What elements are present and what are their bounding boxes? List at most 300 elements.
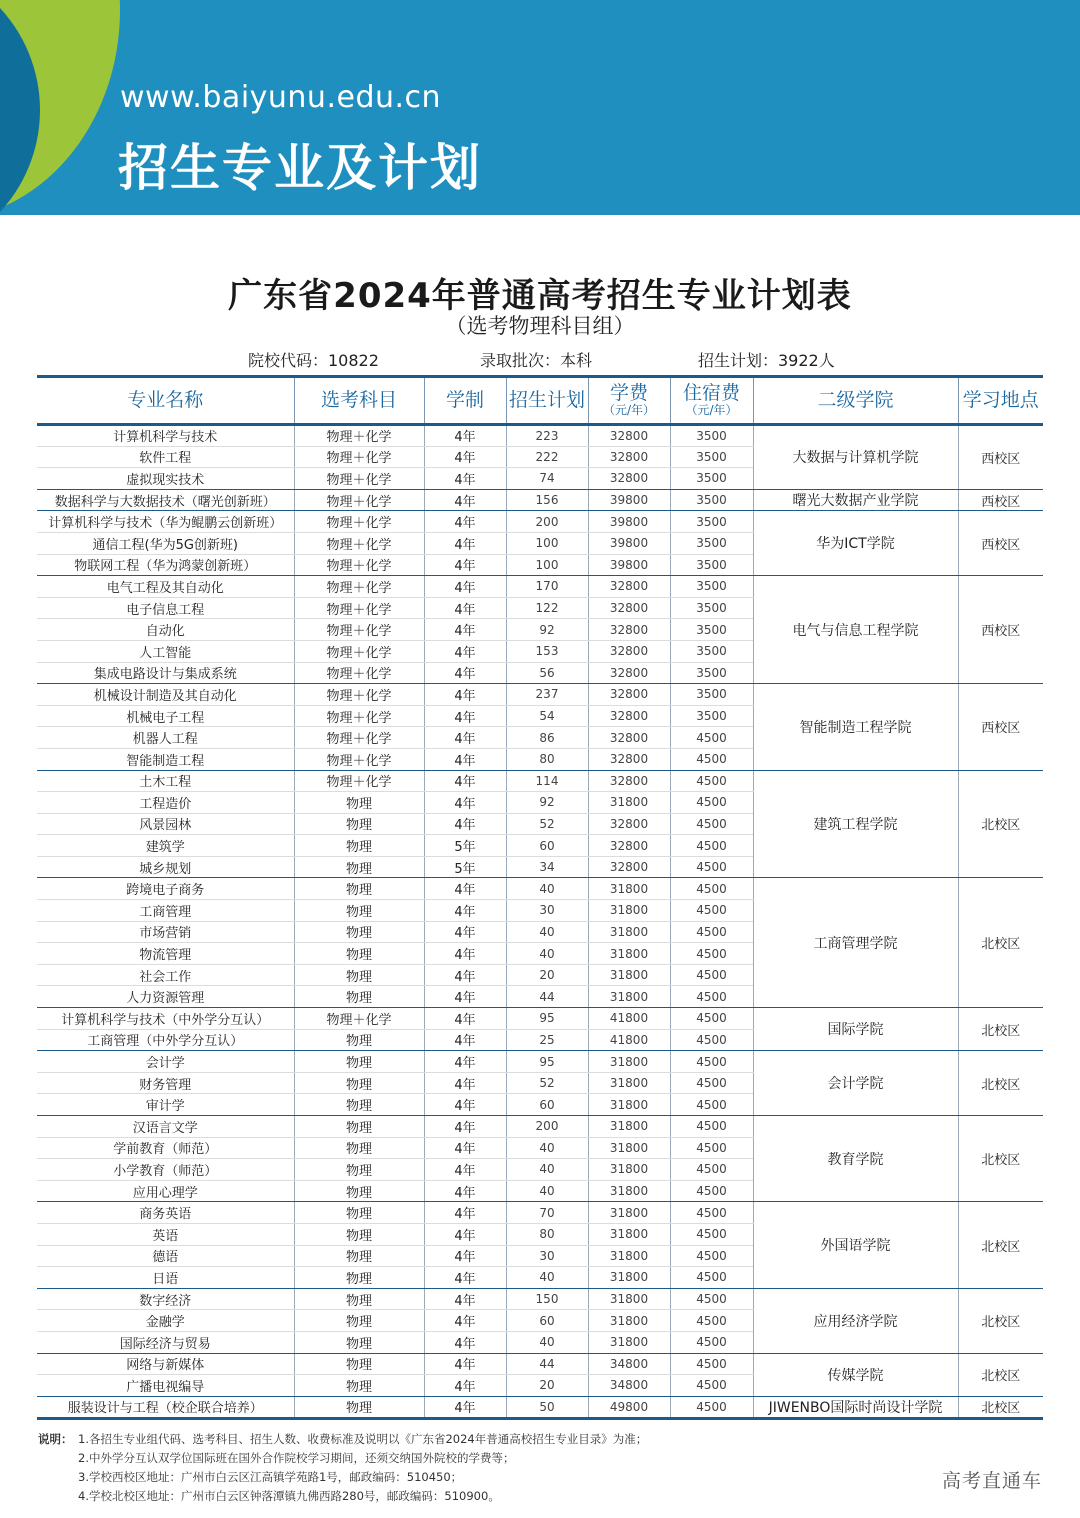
tuition-cell: 32800 xyxy=(588,425,670,447)
quota-cell: 60 xyxy=(506,1310,588,1332)
subjects-cell: 物理 xyxy=(294,1094,424,1116)
quota-cell: 30 xyxy=(506,900,588,922)
duration-cell: 4年 xyxy=(424,576,506,598)
table-row xyxy=(37,489,1043,511)
duration-cell: 4年 xyxy=(424,1008,506,1030)
table-row xyxy=(37,1008,1043,1030)
table-row xyxy=(37,1353,1043,1375)
subjects-cell: 物理＋化学 xyxy=(294,468,424,490)
dorm-cell: 4500 xyxy=(670,1116,753,1138)
dorm-cell: 4500 xyxy=(670,1396,753,1418)
dorm-cell: 3500 xyxy=(670,662,753,684)
dorm-cell: 4500 xyxy=(670,1288,753,1310)
quota-cell: 40 xyxy=(506,1267,588,1289)
subjects-cell: 物理 xyxy=(294,964,424,986)
tuition-cell: 32800 xyxy=(588,597,670,619)
tuition-cell: 32800 xyxy=(588,770,670,792)
table-row xyxy=(37,576,1043,598)
quota-cell: 223 xyxy=(506,425,588,447)
major-cell: 商务英语 xyxy=(37,1202,294,1224)
tuition-cell: 31800 xyxy=(588,1245,670,1267)
subjects-cell: 物理 xyxy=(294,1331,424,1353)
tuition-cell: 39800 xyxy=(588,532,670,554)
table-header-row xyxy=(37,377,1043,425)
header-major: 专业名称 xyxy=(37,377,294,425)
location-cell: 北校区 xyxy=(958,1008,1043,1051)
subjects-cell: 物理 xyxy=(294,813,424,835)
table-row xyxy=(37,684,1043,706)
tuition-cell: 32800 xyxy=(588,748,670,770)
college-cell: 应用经济学院 xyxy=(753,1288,958,1353)
tuition-cell: 32800 xyxy=(588,705,670,727)
duration-cell: 4年 xyxy=(424,748,506,770)
tuition-cell: 31800 xyxy=(588,1072,670,1094)
tuition-cell: 31800 xyxy=(588,921,670,943)
quota-cell: 80 xyxy=(506,748,588,770)
tuition-cell: 32800 xyxy=(588,727,670,749)
duration-cell: 4年 xyxy=(424,1180,506,1202)
quota-cell: 52 xyxy=(506,813,588,835)
major-cell: 软件工程 xyxy=(37,446,294,468)
subjects-cell: 物理 xyxy=(294,792,424,814)
major-cell: 审计学 xyxy=(37,1094,294,1116)
duration-cell: 4年 xyxy=(424,1116,506,1138)
quota-cell: 92 xyxy=(506,619,588,641)
college-cell: 国际学院 xyxy=(753,1008,958,1051)
dorm-cell: 4500 xyxy=(670,1029,753,1051)
tuition-cell: 41800 xyxy=(588,1008,670,1030)
site-url[interactable]: www.baiyunu.edu.cn xyxy=(120,80,442,115)
duration-cell: 4年 xyxy=(424,1202,506,1224)
duration-cell: 4年 xyxy=(424,597,506,619)
duration-cell: 4年 xyxy=(424,921,506,943)
major-cell: 风景园林 xyxy=(37,813,294,835)
dorm-cell: 4500 xyxy=(670,1267,753,1289)
quota-cell: 25 xyxy=(506,1029,588,1051)
major-cell: 电气工程及其自动化 xyxy=(37,576,294,598)
major-cell: 电子信息工程 xyxy=(37,597,294,619)
location-cell: 北校区 xyxy=(958,1396,1043,1418)
dorm-cell: 4500 xyxy=(670,900,753,922)
duration-cell: 4年 xyxy=(424,1094,506,1116)
college-cell: 智能制造工程学院 xyxy=(753,684,958,770)
duration-cell: 4年 xyxy=(424,1223,506,1245)
enrollment-plan-table xyxy=(37,375,1043,1420)
duration-cell: 4年 xyxy=(424,964,506,986)
dorm-cell: 3500 xyxy=(670,597,753,619)
subjects-cell: 物理＋化学 xyxy=(294,425,424,447)
tuition-cell: 32800 xyxy=(588,684,670,706)
dorm-cell: 4500 xyxy=(670,1094,753,1116)
major-cell: 学前教育（师范） xyxy=(37,1137,294,1159)
dorm-cell: 4500 xyxy=(670,835,753,857)
quota-cell: 30 xyxy=(506,1245,588,1267)
table-row xyxy=(37,878,1043,900)
college-cell: 工商管理学院 xyxy=(753,878,958,1008)
duration-cell: 4年 xyxy=(424,446,506,468)
location-cell: 北校区 xyxy=(958,770,1043,878)
dorm-cell: 4500 xyxy=(670,1375,753,1397)
school-code: 院校代码：10822 xyxy=(248,351,379,370)
major-cell: 广播电视编导 xyxy=(37,1375,294,1397)
dorm-cell: 4500 xyxy=(670,792,753,814)
tuition-cell: 49800 xyxy=(588,1396,670,1418)
subjects-cell: 物理 xyxy=(294,1159,424,1181)
subjects-cell: 物理 xyxy=(294,1202,424,1224)
major-cell: 网络与新媒体 xyxy=(37,1353,294,1375)
header-dorm-label: 住宿费 xyxy=(682,382,740,405)
college-cell: 建筑工程学院 xyxy=(753,770,958,878)
college-cell: 会计学院 xyxy=(753,1051,958,1116)
tuition-cell: 31800 xyxy=(588,1223,670,1245)
dorm-cell: 3500 xyxy=(670,425,753,447)
dorm-cell: 4500 xyxy=(670,856,753,878)
note-item: 2.中外学分互认双学位国际班在国外合作院校学习期间，还须交纳国外院校的学费等； xyxy=(78,1451,515,1465)
subjects-cell: 物理 xyxy=(294,921,424,943)
college-cell: JIWENBO国际时尚设计学院 xyxy=(753,1396,958,1418)
notes-label: 说明： xyxy=(38,1432,73,1446)
location-cell: 北校区 xyxy=(958,878,1043,1008)
tuition-cell: 31800 xyxy=(588,1116,670,1138)
banner-title: 招生专业及计划 xyxy=(118,139,482,197)
header-dorm-unit: （元/年） xyxy=(685,403,738,418)
major-cell: 智能制造工程 xyxy=(37,748,294,770)
quota-cell: 44 xyxy=(506,986,588,1008)
note-item: 4.学校北校区地址：广州市白云区钟落潭镇九佛西路280号，邮政编码：510900。 xyxy=(78,1489,500,1503)
subjects-cell: 物理 xyxy=(294,1116,424,1138)
note-item: 1.各招生专业组代码、选考科目、招生人数、收费标准及说明以《广东省2024年普通高校招生专业目录》为准； xyxy=(78,1432,648,1446)
quota-cell: 60 xyxy=(506,835,588,857)
tuition-cell: 39800 xyxy=(588,511,670,533)
major-cell: 社会工作 xyxy=(37,964,294,986)
plan-total: 招生计划：3922人 xyxy=(698,351,835,370)
quota-cell: 200 xyxy=(506,511,588,533)
quota-cell: 95 xyxy=(506,1051,588,1073)
subjects-cell: 物理 xyxy=(294,900,424,922)
quota-cell: 60 xyxy=(506,1094,588,1116)
location-cell: 西校区 xyxy=(958,576,1043,684)
dorm-cell: 4500 xyxy=(670,1051,753,1073)
quota-cell: 95 xyxy=(506,1008,588,1030)
dorm-cell: 4500 xyxy=(670,1180,753,1202)
subjects-cell: 物理＋化学 xyxy=(294,597,424,619)
duration-cell: 4年 xyxy=(424,727,506,749)
subjects-cell: 物理＋化学 xyxy=(294,727,424,749)
duration-cell: 4年 xyxy=(424,1288,506,1310)
dorm-cell: 3500 xyxy=(670,684,753,706)
header-subjects: 选考科目 xyxy=(294,377,424,425)
quota-cell: 70 xyxy=(506,1202,588,1224)
major-cell: 汉语言文学 xyxy=(37,1116,294,1138)
major-cell: 机器人工程 xyxy=(37,727,294,749)
dorm-cell: 4500 xyxy=(670,921,753,943)
quota-cell: 80 xyxy=(506,1223,588,1245)
duration-cell: 5年 xyxy=(424,835,506,857)
location-cell: 西校区 xyxy=(958,684,1043,770)
table-row xyxy=(37,1288,1043,1310)
duration-cell: 4年 xyxy=(424,425,506,447)
quota-cell: 170 xyxy=(506,576,588,598)
subjects-cell: 物理 xyxy=(294,835,424,857)
tuition-cell: 31800 xyxy=(588,986,670,1008)
dorm-cell: 4500 xyxy=(670,1223,753,1245)
subjects-cell: 物理＋化学 xyxy=(294,576,424,598)
dorm-cell: 4500 xyxy=(670,1353,753,1375)
header-duration: 学制 xyxy=(424,377,506,425)
major-cell: 日语 xyxy=(37,1267,294,1289)
subjects-cell: 物理＋化学 xyxy=(294,446,424,468)
dorm-cell: 4500 xyxy=(670,813,753,835)
dorm-cell: 3500 xyxy=(670,532,753,554)
major-cell: 工商管理 xyxy=(37,900,294,922)
subjects-cell: 物理＋化学 xyxy=(294,1008,424,1030)
tuition-cell: 31800 xyxy=(588,1288,670,1310)
quota-cell: 237 xyxy=(506,684,588,706)
major-cell: 物流管理 xyxy=(37,943,294,965)
subjects-cell: 物理 xyxy=(294,856,424,878)
dorm-cell: 4500 xyxy=(670,1072,753,1094)
college-cell: 传媒学院 xyxy=(753,1353,958,1396)
duration-cell: 4年 xyxy=(424,511,506,533)
major-cell: 计算机科学与技术 xyxy=(37,425,294,447)
quota-cell: 100 xyxy=(506,532,588,554)
tuition-cell: 39800 xyxy=(588,554,670,576)
quota-cell: 40 xyxy=(506,921,588,943)
subjects-cell: 物理＋化学 xyxy=(294,554,424,576)
location-cell: 北校区 xyxy=(958,1116,1043,1202)
subjects-cell: 物理 xyxy=(294,1288,424,1310)
quota-cell: 86 xyxy=(506,727,588,749)
dorm-cell: 3500 xyxy=(670,619,753,641)
subjects-cell: 物理 xyxy=(294,1375,424,1397)
subjects-cell: 物理＋化学 xyxy=(294,748,424,770)
dorm-cell: 4500 xyxy=(670,1331,753,1353)
major-cell: 城乡规划 xyxy=(37,856,294,878)
major-cell: 建筑学 xyxy=(37,835,294,857)
dorm-cell: 3500 xyxy=(670,640,753,662)
dorm-cell: 3500 xyxy=(670,489,753,511)
table-row xyxy=(37,1202,1043,1224)
quota-cell: 40 xyxy=(506,1137,588,1159)
quota-cell: 50 xyxy=(506,1396,588,1418)
tuition-cell: 31800 xyxy=(588,1331,670,1353)
table-row xyxy=(37,511,1043,533)
major-cell: 工商管理（中外学分互认） xyxy=(37,1029,294,1051)
major-cell: 物联网工程（华为鸿蒙创新班） xyxy=(37,554,294,576)
quota-cell: 114 xyxy=(506,770,588,792)
tuition-cell: 32800 xyxy=(588,640,670,662)
header-tuition-unit: （元/年） xyxy=(602,403,656,418)
quota-cell: 100 xyxy=(506,554,588,576)
quota-cell: 56 xyxy=(506,662,588,684)
admission-batch: 录取批次：本科 xyxy=(480,351,593,370)
duration-cell: 4年 xyxy=(424,1072,506,1094)
major-cell: 数据科学与大数据技术（曙光创新班） xyxy=(37,489,294,511)
major-cell: 人工智能 xyxy=(37,640,294,662)
duration-cell: 4年 xyxy=(424,684,506,706)
duration-cell: 4年 xyxy=(424,554,506,576)
duration-cell: 4年 xyxy=(424,900,506,922)
major-cell: 国际经济与贸易 xyxy=(37,1331,294,1353)
duration-cell: 4年 xyxy=(424,1375,506,1397)
tuition-cell: 32800 xyxy=(588,619,670,641)
subjects-cell: 物理 xyxy=(294,986,424,1008)
tuition-cell: 31800 xyxy=(588,964,670,986)
quota-cell: 44 xyxy=(506,1353,588,1375)
duration-cell: 4年 xyxy=(424,1137,506,1159)
tuition-cell: 31800 xyxy=(588,943,670,965)
table-row xyxy=(37,1396,1043,1418)
quota-cell: 40 xyxy=(506,1331,588,1353)
location-cell: 北校区 xyxy=(958,1288,1043,1353)
tuition-cell: 31800 xyxy=(588,1202,670,1224)
duration-cell: 4年 xyxy=(424,813,506,835)
subjects-cell: 物理 xyxy=(294,1267,424,1289)
duration-cell: 4年 xyxy=(424,662,506,684)
table-row xyxy=(37,425,1043,447)
tuition-cell: 31800 xyxy=(588,1159,670,1181)
header-quota: 招生计划 xyxy=(506,377,588,425)
major-cell: 土木工程 xyxy=(37,770,294,792)
quota-cell: 40 xyxy=(506,1180,588,1202)
quota-cell: 34 xyxy=(506,856,588,878)
dorm-cell: 3500 xyxy=(670,446,753,468)
dorm-cell: 4500 xyxy=(670,1137,753,1159)
major-cell: 金融学 xyxy=(37,1310,294,1332)
tuition-cell: 31800 xyxy=(588,792,670,814)
subjects-cell: 物理＋化学 xyxy=(294,532,424,554)
dorm-cell: 4500 xyxy=(670,964,753,986)
subjects-cell: 物理 xyxy=(294,943,424,965)
location-cell: 北校区 xyxy=(958,1051,1043,1116)
notes-section xyxy=(38,1430,898,1506)
major-cell: 服装设计与工程（校企联合培养） xyxy=(37,1396,294,1418)
tuition-cell: 34800 xyxy=(588,1375,670,1397)
duration-cell: 4年 xyxy=(424,640,506,662)
major-cell: 会计学 xyxy=(37,1051,294,1073)
tuition-cell: 32800 xyxy=(588,446,670,468)
college-cell: 曙光大数据产业学院 xyxy=(753,489,958,511)
header-tuition-label: 学费 xyxy=(609,382,648,405)
subjects-cell: 物理＋化学 xyxy=(294,640,424,662)
dorm-cell: 4500 xyxy=(670,770,753,792)
dorm-cell: 3500 xyxy=(670,554,753,576)
header-college: 二级学院 xyxy=(753,377,958,425)
duration-cell: 4年 xyxy=(424,1051,506,1073)
quota-cell: 40 xyxy=(506,878,588,900)
location-cell: 北校区 xyxy=(958,1202,1043,1288)
header-location: 学习地点 xyxy=(958,377,1043,425)
subjects-cell: 物理 xyxy=(294,1223,424,1245)
dorm-cell: 4500 xyxy=(670,1159,753,1181)
note-item: 3.学校西校区地址：广州市白云区江高镇学苑路1号，邮政编码：510450； xyxy=(78,1470,463,1484)
tuition-cell: 31800 xyxy=(588,1137,670,1159)
college-cell: 电气与信息工程学院 xyxy=(753,576,958,684)
tuition-cell: 31800 xyxy=(588,1310,670,1332)
tuition-cell: 34800 xyxy=(588,1353,670,1375)
duration-cell: 4年 xyxy=(424,1267,506,1289)
duration-cell: 4年 xyxy=(424,1331,506,1353)
quota-cell: 156 xyxy=(506,489,588,511)
major-cell: 集成电路设计与集成系统 xyxy=(37,662,294,684)
dorm-cell: 4500 xyxy=(670,727,753,749)
duration-cell: 4年 xyxy=(424,943,506,965)
major-cell: 英语 xyxy=(37,1223,294,1245)
college-cell: 华为ICT学院 xyxy=(753,511,958,576)
tuition-cell: 31800 xyxy=(588,900,670,922)
subjects-cell: 物理 xyxy=(294,1072,424,1094)
duration-cell: 4年 xyxy=(424,619,506,641)
dorm-cell: 4500 xyxy=(670,748,753,770)
subjects-cell: 物理＋化学 xyxy=(294,511,424,533)
location-cell: 北校区 xyxy=(958,1353,1043,1396)
subjects-cell: 物理 xyxy=(294,1396,424,1418)
major-cell: 虚拟现实技术 xyxy=(37,468,294,490)
table-body xyxy=(37,425,1043,1419)
subjects-cell: 物理 xyxy=(294,1310,424,1332)
duration-cell: 4年 xyxy=(424,792,506,814)
dorm-cell: 3500 xyxy=(670,705,753,727)
dorm-cell: 3500 xyxy=(670,576,753,598)
tuition-cell: 41800 xyxy=(588,1029,670,1051)
major-cell: 小学教育（师范） xyxy=(37,1159,294,1181)
quota-cell: 150 xyxy=(506,1288,588,1310)
dorm-cell: 3500 xyxy=(670,511,753,533)
location-cell: 西校区 xyxy=(958,489,1043,511)
major-cell: 跨境电子商务 xyxy=(37,878,294,900)
quota-cell: 52 xyxy=(506,1072,588,1094)
duration-cell: 4年 xyxy=(424,489,506,511)
major-cell: 工程造价 xyxy=(37,792,294,814)
dorm-cell: 4500 xyxy=(670,1202,753,1224)
quota-cell: 54 xyxy=(506,705,588,727)
subjects-cell: 物理 xyxy=(294,1245,424,1267)
duration-cell: 4年 xyxy=(424,705,506,727)
subjects-cell: 物理 xyxy=(294,878,424,900)
major-cell: 市场营销 xyxy=(37,921,294,943)
major-cell: 财务管理 xyxy=(37,1072,294,1094)
header-tuition xyxy=(588,377,670,425)
dorm-cell: 4500 xyxy=(670,878,753,900)
subjects-cell: 物理＋化学 xyxy=(294,770,424,792)
tuition-cell: 31800 xyxy=(588,1094,670,1116)
major-cell: 计算机科学与技术（华为鲲鹏云创新班） xyxy=(37,511,294,533)
major-cell: 机械设计制造及其自动化 xyxy=(37,684,294,706)
tuition-cell: 31800 xyxy=(588,878,670,900)
quota-cell: 153 xyxy=(506,640,588,662)
subjects-cell: 物理＋化学 xyxy=(294,489,424,511)
quota-cell: 92 xyxy=(506,792,588,814)
tuition-cell: 32800 xyxy=(588,813,670,835)
header-banner xyxy=(0,0,1080,215)
location-cell: 西校区 xyxy=(958,511,1043,576)
major-cell: 通信工程(华为5G创新班) xyxy=(37,532,294,554)
duration-cell: 5年 xyxy=(424,856,506,878)
watermark: 高考直通车 xyxy=(942,1470,1043,1492)
major-cell: 人力资源管理 xyxy=(37,986,294,1008)
tuition-cell: 32800 xyxy=(588,468,670,490)
quota-cell: 200 xyxy=(506,1116,588,1138)
duration-cell: 4年 xyxy=(424,770,506,792)
major-cell: 自动化 xyxy=(37,619,294,641)
duration-cell: 4年 xyxy=(424,1310,506,1332)
major-cell: 计算机科学与技术（中外学分互认） xyxy=(37,1008,294,1030)
duration-cell: 4年 xyxy=(424,532,506,554)
document-title: 广东省2024年普通高考招生专业计划表 xyxy=(228,276,852,316)
tuition-cell: 32800 xyxy=(588,856,670,878)
tuition-cell: 32800 xyxy=(588,662,670,684)
subjects-cell: 物理＋化学 xyxy=(294,619,424,641)
